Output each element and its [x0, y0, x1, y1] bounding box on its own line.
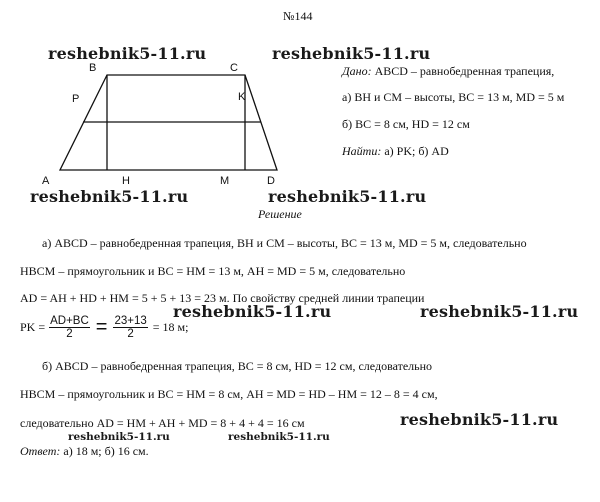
watermark: reshebnik5-11.ru	[400, 410, 559, 429]
given-line-1	[342, 64, 554, 79]
solution-line-a3: AD = AH + HD + HM = 5 + 5 + 13 = 23 м. По свойству средней линии трапеции	[20, 291, 425, 305]
solution-line-b1: б) ABCD – равнобедренная трапеция, BC = 8 см, HD = 12 см, следовательно	[42, 359, 433, 373]
point-label-k: K	[238, 91, 246, 103]
watermark: reshebnik5-11.ru	[30, 187, 189, 206]
answer-line	[20, 444, 149, 459]
pk-formula	[20, 315, 188, 340]
fraction-1-numerator: AD+BC	[50, 315, 89, 327]
watermark: reshebnik5-11.ru	[268, 187, 427, 206]
point-label-d: D	[267, 175, 275, 187]
given-line-3: б) BC = 8 см, HD = 12 см	[342, 117, 470, 131]
point-label-a: A	[42, 175, 50, 187]
solution-line-a1: а) ABCD – равнобедренная трапеция, BH и CM – высоты, BC = 13 м, MD = 5 м, следовательно	[42, 236, 527, 250]
equals-sign: =	[95, 316, 108, 339]
watermark: reshebnik5-11.ru	[228, 431, 330, 443]
point-label-h: H	[122, 175, 130, 187]
watermark: reshebnik5-11.ru	[420, 302, 579, 321]
fraction-1-denominator: 2	[66, 328, 73, 341]
problem-number: №144	[283, 9, 313, 23]
given-line-2: а) BH и CM – высоты, BC = 13 м, MD = 5 м	[342, 90, 565, 104]
find-label: Найти:	[342, 144, 382, 158]
watermark: reshebnik5-11.ru	[173, 302, 332, 321]
given-label: Дано:	[342, 64, 372, 78]
fraction-1	[49, 315, 90, 340]
find-line	[342, 144, 449, 159]
answer-label: Ответ:	[20, 444, 61, 458]
answer-text: а) 18 м; б) 16 см.	[60, 444, 149, 458]
point-label-b: B	[89, 62, 97, 74]
solution-line-b3: следовательно AD = HM + AH + MD = 8 + 4 + 4 = 16 см	[20, 416, 305, 430]
given-text: ABCD – равнобедренная трапеция,	[371, 64, 555, 78]
point-label-c: C	[230, 62, 238, 74]
point-label-p: P	[72, 93, 80, 105]
find-text: а) PK; б) AD	[381, 144, 449, 158]
fraction-2-numerator: 23+13	[114, 315, 147, 327]
point-label-m: M	[220, 175, 230, 187]
watermark: reshebnik5-11.ru	[272, 44, 431, 63]
solution-line-b2: HBCM – прямоугольник и BC = HM = 8 см, AH = MD = HD – HM = 12 – 8 = 4 см,	[20, 387, 438, 401]
solution-line-a2: HBCM – прямоугольник и BC = HM = 13 м, AH = MD = 5 м, следовательно	[20, 264, 406, 278]
pk-result: = 18 м;	[152, 320, 189, 335]
fraction-2	[113, 315, 147, 340]
watermark: reshebnik5-11.ru	[48, 44, 207, 63]
solution-heading: Решение	[258, 207, 302, 221]
fraction-2-denominator: 2	[127, 328, 134, 341]
watermark: reshebnik5-11.ru	[68, 431, 170, 443]
pk-label: PK =	[20, 320, 46, 335]
